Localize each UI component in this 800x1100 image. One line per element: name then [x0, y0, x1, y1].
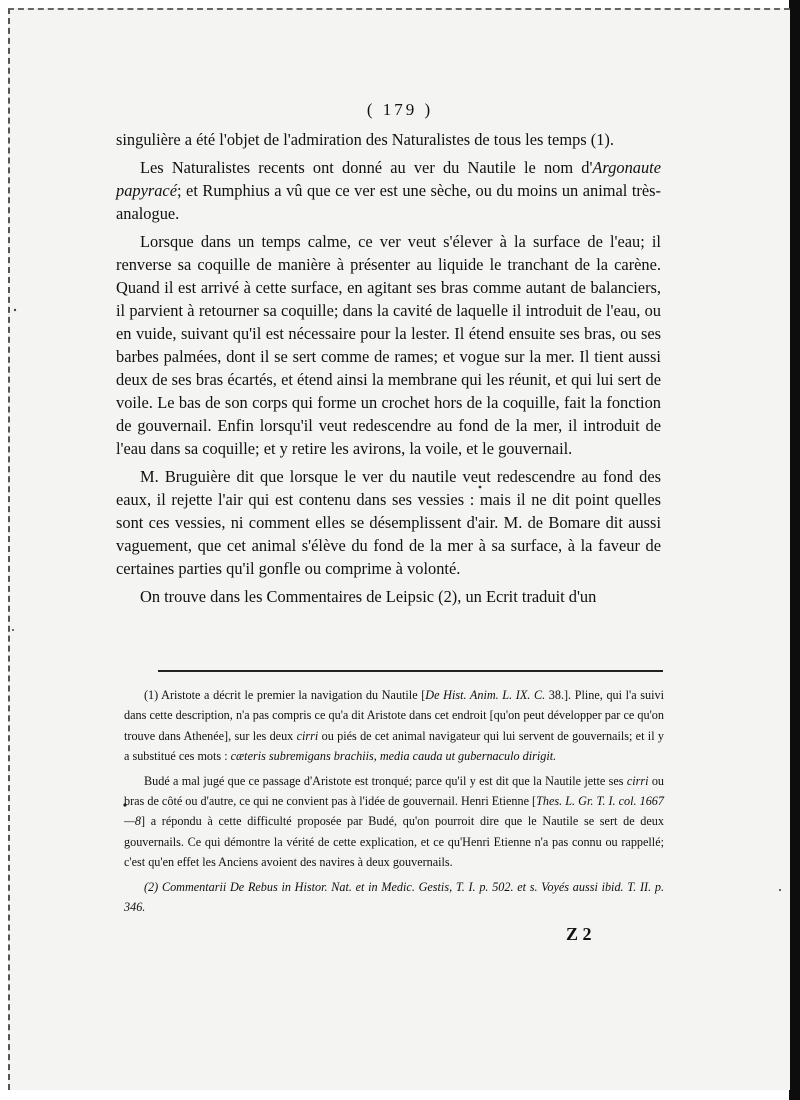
book-page	[8, 8, 790, 1090]
footnote-1-text-a: (1) Aristote a décrit le premier la navigation du Nautile [	[144, 688, 426, 702]
footnote-1-latin-quote: cæteris subremigans brachiis, media cauda ut gubernaculo dirigit.	[230, 749, 557, 764]
paragraph-4: M. Bruguière dit que lorsque le ver du nautile veut redescendre au fond des eaux, il rejette l'air qui est contenu dans ses vessies : mais il ne dit point quelles sont ces vessies, ni comment elles se désemplissent d'air. M. de Bomare dit aussi vaguement, que cet animal s'élève du fond de la mer à sa surface, à la faveur de certaines parties qu'il gonfle ou comprime à volonté.	[116, 467, 661, 578]
footnote-2-reference: Thes. L. Gr. T. I. col. 1667—8	[124, 794, 664, 829]
footnote-1-continued	[124, 771, 664, 873]
paragraph-5: On trouve dans les Commentaires de Leipsic (2), un Ecrit traduit d'un	[140, 587, 597, 606]
footnote-2-text-b: ou bras de côté ou d'autre, ce qui ne convient pas à l'idée de gouvernail. Henri Etienne [	[124, 773, 664, 809]
footnote-1-text-b: 38.]. Pline, qui l'a suivi dans cette description, n'a pas compris ce qu'a dit Aristote dans cet endroit [qu'on peut développer par ce qu'on trouve dans Athenée], sur les deux	[124, 688, 664, 743]
footnote-1-reference: De Hist. Anim. L. IX. C.	[425, 688, 546, 702]
footnote-rule	[158, 670, 663, 672]
main-text	[116, 128, 661, 613]
signature-mark: Z 2	[566, 924, 592, 944]
footnote-2-text-a: Budé a mal jugé que ce passage d'Aristote est tronqué; parce qu'il y est dit que la Nautile jette ses	[144, 773, 624, 788]
footnote-2-citation: (2) Commentarii De Rebus in Histor. Nat. et in Medic. Gestis, T. I. p. 502. et s. Voyés aussi ibid. T. II. p. 346.	[124, 879, 664, 915]
footnote-2-cirri: cirri	[626, 773, 649, 788]
scan-border	[789, 0, 800, 1100]
paragraph-2-start: Les Naturalistes recents ont donné au ver du Nautile le nom d'	[140, 158, 593, 177]
footnote-1	[124, 685, 664, 767]
paragraph-2-end: ; et Rumphius a vû que ce ver est une sèche, ou du moins un animal très-analogue.	[116, 181, 661, 223]
paragraph-3: Lorsque dans un temps calme, ce ver veut s'élever à la surface de l'eau; il renverse sa coquille de manière à présenter au liquide le tranchant de la carène. Quand il est arrivé à cette surface, en agitant ses bras comme autant de balanciers, il parvient à retourner sa coquille; dans la cavité de laquelle il introduit de l'eau, ou en vuide, suivant qu'il est nécessaire pour la lester. Il étend ensuite ses bras, ou ses barbes palmées, dont il se sert comme de rames; et vogue sur la mer. Il tient aussi deux de ses bras écartés, et étend ainsi la membrane qui les réunit, et qui lui sert de voile. Le bas de son corps qui forme un crochet hors de la coquille, fait la fonction de gouvernail. Enfin lorsqu'il veut redescendre au fond de la mer, il introduit de l'eau dans sa coquille; et y retire les avirons, la voile, et le gouvernail.	[116, 232, 661, 458]
footnote-1-text-c: ou piés de cet animal navigateur qui lui servent de gouvernails; et il y a substitué ces mots :	[124, 728, 664, 764]
page-number: ( 179 )	[366, 100, 434, 119]
paragraph-2	[116, 156, 661, 225]
paragraph-1: singulière a été l'objet de l'admiration des Naturalistes de tous les temps (1).	[116, 130, 614, 149]
footnotes	[124, 685, 664, 921]
footnote-1-cirri: cirri	[296, 728, 319, 743]
footnote-2	[124, 877, 664, 918]
footnote-2-text-c: ] a répondu à cette difficulté proposée par Budé, qu'on pourroit dire que le Nautile se sert de deux gouvernails. Ce qui démontre la vérité de cette explication, et ce qu'Henri Etienne n'a pas connu ou rappellé; c'est qu'en effet les Anciens avoient des navires à deux gouvernails.	[124, 814, 664, 870]
argonaute-term: Argonaute papyracé	[116, 158, 661, 200]
